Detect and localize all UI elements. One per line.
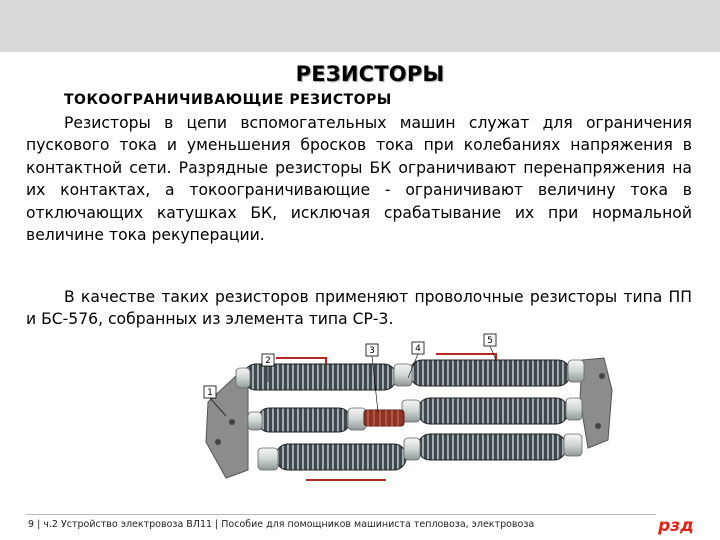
svg-text:3: 3 <box>369 346 375 356</box>
svg-text:2: 2 <box>265 356 271 366</box>
svg-text:4: 4 <box>415 344 421 354</box>
slide-title: РЕЗИСТОРЫ <box>295 62 445 86</box>
footer-divider <box>26 514 656 515</box>
resistor-coil-bottom <box>258 434 582 470</box>
resistor-figure <box>196 330 626 490</box>
svg-text:5: 5 <box>487 336 493 346</box>
svg-text:рзд: рзд <box>658 516 694 536</box>
paragraph-purpose: Резисторы в цепи вспомогательных машин служат для ограничения пускового тока и уменьшения бросков тока при колебаниях напряжения в контактной сети. Разрядные резисторы БК ограничивают перенапряжения на их контактах, а токоограничивающие - ограничивают величину тока в отключающих катушках БК, исключая срабатывание их при нормальной величине тока рекуперации. <box>26 114 692 245</box>
top-bar <box>0 0 720 52</box>
resistor-coil-top <box>236 360 584 390</box>
callout-5 <box>484 334 496 360</box>
footer-text: 9 | ч.2 Устройство электровоза ВЛ11 | Пособие для помощников машиниста тепловоза, электровоза <box>28 519 535 530</box>
resistor-coil-middle <box>248 398 582 432</box>
right-bracket <box>580 358 612 448</box>
rzd-logo <box>655 514 697 536</box>
svg-text:1: 1 <box>207 388 213 398</box>
paragraph-types: В качестве таких резисторов применяют проволочные резисторы типа ПП и БС-576, собранных из элемента типа СР-3. <box>26 288 692 329</box>
slide-subtitle: ТОКООГРАНИЧИВАЮЩИЕ РЕЗИСТОРЫ <box>64 92 392 108</box>
